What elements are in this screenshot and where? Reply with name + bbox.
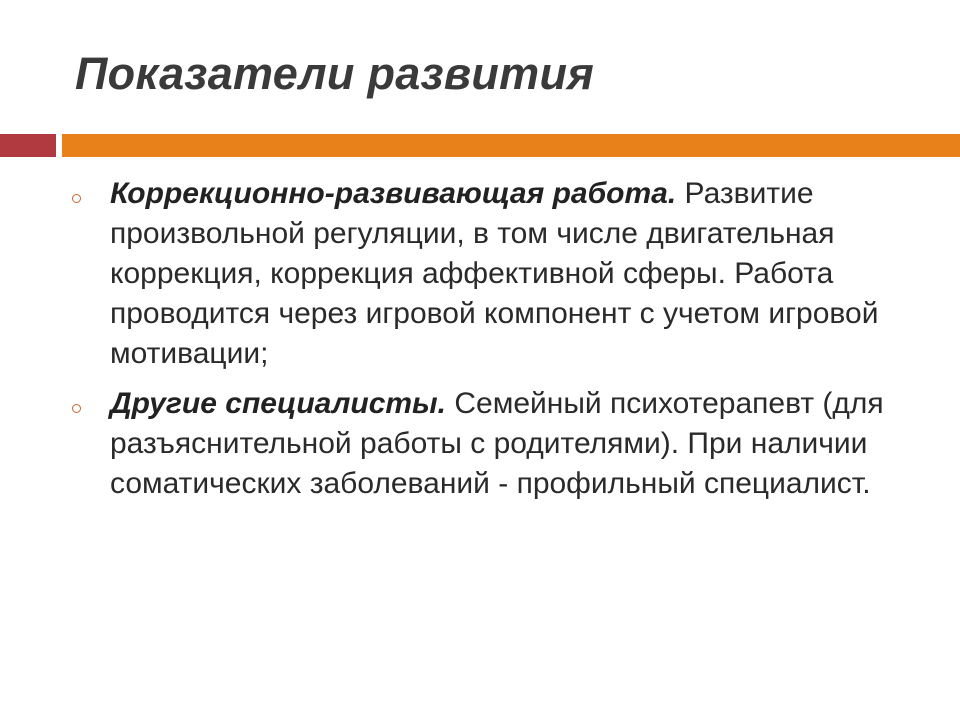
bullet-lead-text: Коррекционно-развивающая работа. <box>110 177 677 210</box>
bullet-lead-text: Другие специалисты. <box>110 387 447 420</box>
bullet-list <box>72 174 932 514</box>
accent-bar-left <box>0 134 56 157</box>
bullet-item-specialists <box>72 384 932 504</box>
accent-bar-right <box>62 134 960 157</box>
bullet-body-text: Семейный психотерапевт (для разъяснительной работы с родителями). При наличии соматических заболеваний - профильный специалист. <box>110 387 884 500</box>
circle-bullet-icon <box>72 404 81 413</box>
slide-title: Показатели развития <box>75 48 595 99</box>
bullet-item-correction <box>72 174 932 374</box>
circle-bullet-icon <box>72 194 81 203</box>
bullet-body-text: Развитие произвольной регуляции, в том числе двигательная коррекция, коррекция аффективной сферы. Работа проводится через игровой компонент с учетом игровой мотивации; <box>110 177 879 370</box>
